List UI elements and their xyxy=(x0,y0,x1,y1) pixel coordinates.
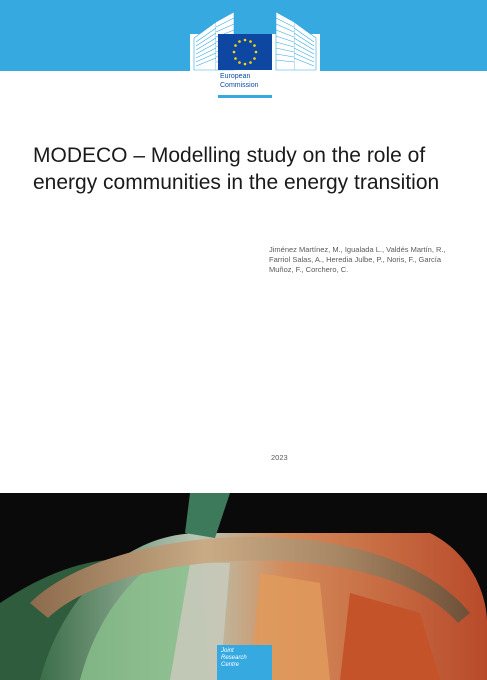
document-authors: Jiménez Martínez, M., Igualada L., Valdés Martín, R., Farriol Salas, A., Heredia Julbe, P., Noris, F., García Muñoz, F., Corchero, C. xyxy=(269,245,446,274)
publisher-underline xyxy=(218,95,272,98)
publisher-name: European Commission xyxy=(220,73,259,89)
publication-year: 2023 xyxy=(271,453,288,462)
european-commission-logo xyxy=(190,8,320,100)
document-title: MODECO – Modelling study on the role of energy communities in the energy transition xyxy=(33,144,440,194)
jrc-badge xyxy=(217,645,272,680)
jrc-label: Joint Research Centre xyxy=(221,648,247,668)
